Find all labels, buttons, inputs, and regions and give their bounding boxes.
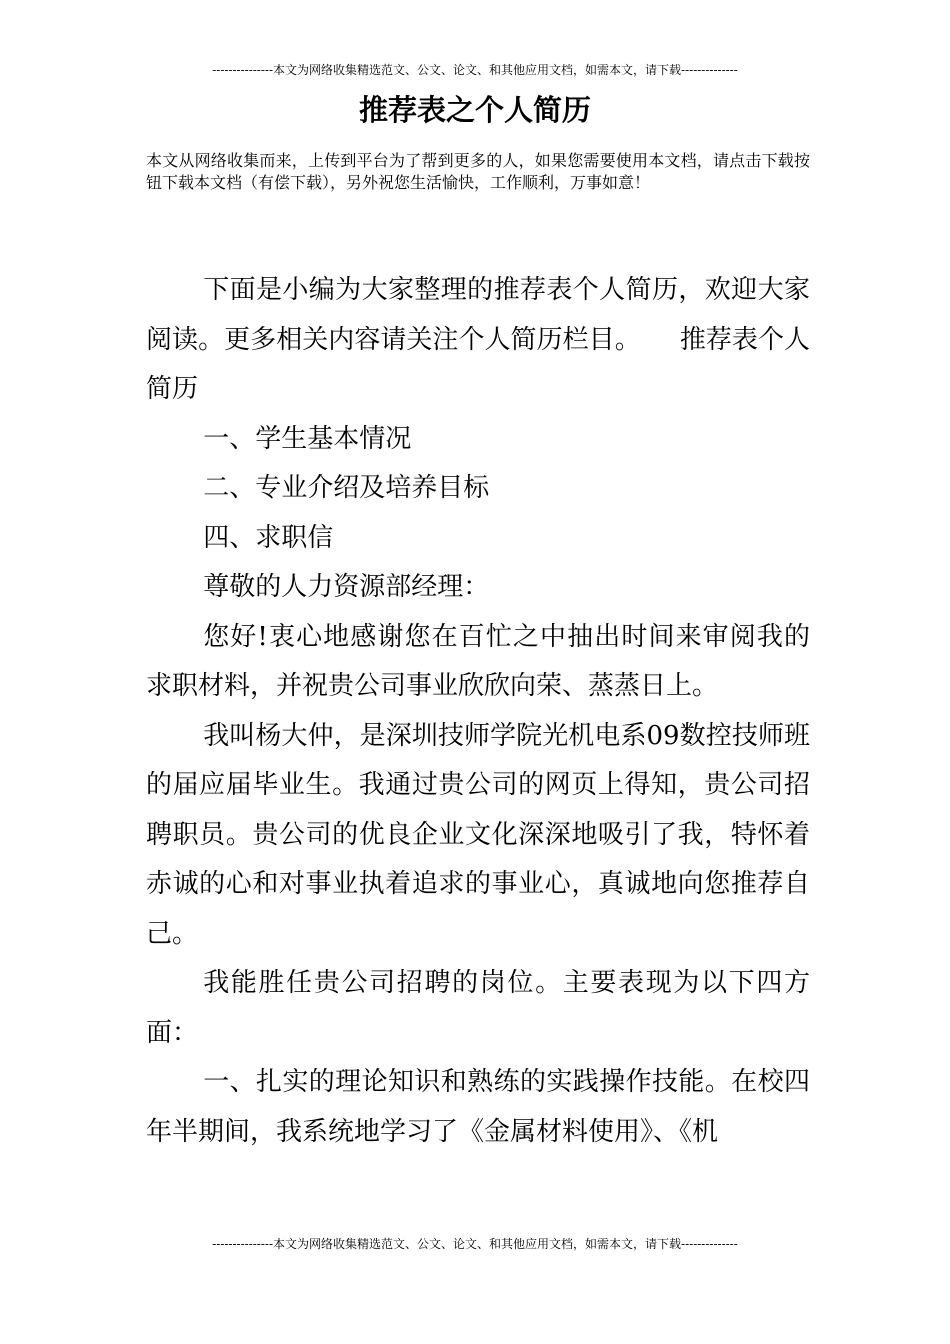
document-title: 推荐表之个人简历 xyxy=(358,93,591,127)
document-body xyxy=(146,266,810,1157)
letter-paragraph: 我能胜任贵公司招聘的岗位。主要表现为以下四方面： xyxy=(146,968,810,1048)
page-footer-banner: ---------------本文为网络收集精选范文、公文、论文、和其他应用文档，如需本文，请下载-------------- xyxy=(212,1237,738,1251)
letter-paragraph: 您好!衷心地感谢您在百忙之中抽出时间来审阅我的求职材料，并祝贵公司事业欣欣向荣、蒸蒸日上。 xyxy=(146,621,810,701)
letter-paragraph: 我叫杨大仲，是深圳技师学院光机电系09数控技师班的届应届毕业生。我通过贵公司的网页上得知，贵公司招聘职员。贵公司的优良企业文化深深地吸引了我，特怀着赤诚的心和对事业执着追求的事业心，真诚地向您推荐自己。 xyxy=(146,720,810,949)
download-notice: 本文从网络收集而来，上传到平台为了帮到更多的人，如果您需要使用本文档，请点击下载按钮下载本文档（有偿下载），另外祝您生活愉快，工作顺利，万事如意！ xyxy=(146,151,810,192)
section-heading-cover-letter: 四、求职信 xyxy=(203,522,334,553)
page-header-banner: ---------------本文为网络收集精选范文、公文、论文、和其他应用文档，如需本文，请下载-------------- xyxy=(212,63,738,77)
section-heading-basic-info: 一、学生基本情况 xyxy=(203,423,412,454)
letter-salutation: 尊敬的人力资源部经理： xyxy=(203,572,490,602)
paragraph-intro: 下面是小编为大家整理的推荐表个人简历，欢迎大家阅读。更多相关内容请关注个人简历栏目。 推荐表个人简历 xyxy=(146,275,810,404)
letter-paragraph: 一、扎实的理论知识和熟练的实践操作技能。在校四年半期间，我系统地学习了《金属材料使用》、《机 xyxy=(146,1067,810,1147)
section-heading-major-intro: 二、专业介绍及培养目标 xyxy=(203,473,490,503)
